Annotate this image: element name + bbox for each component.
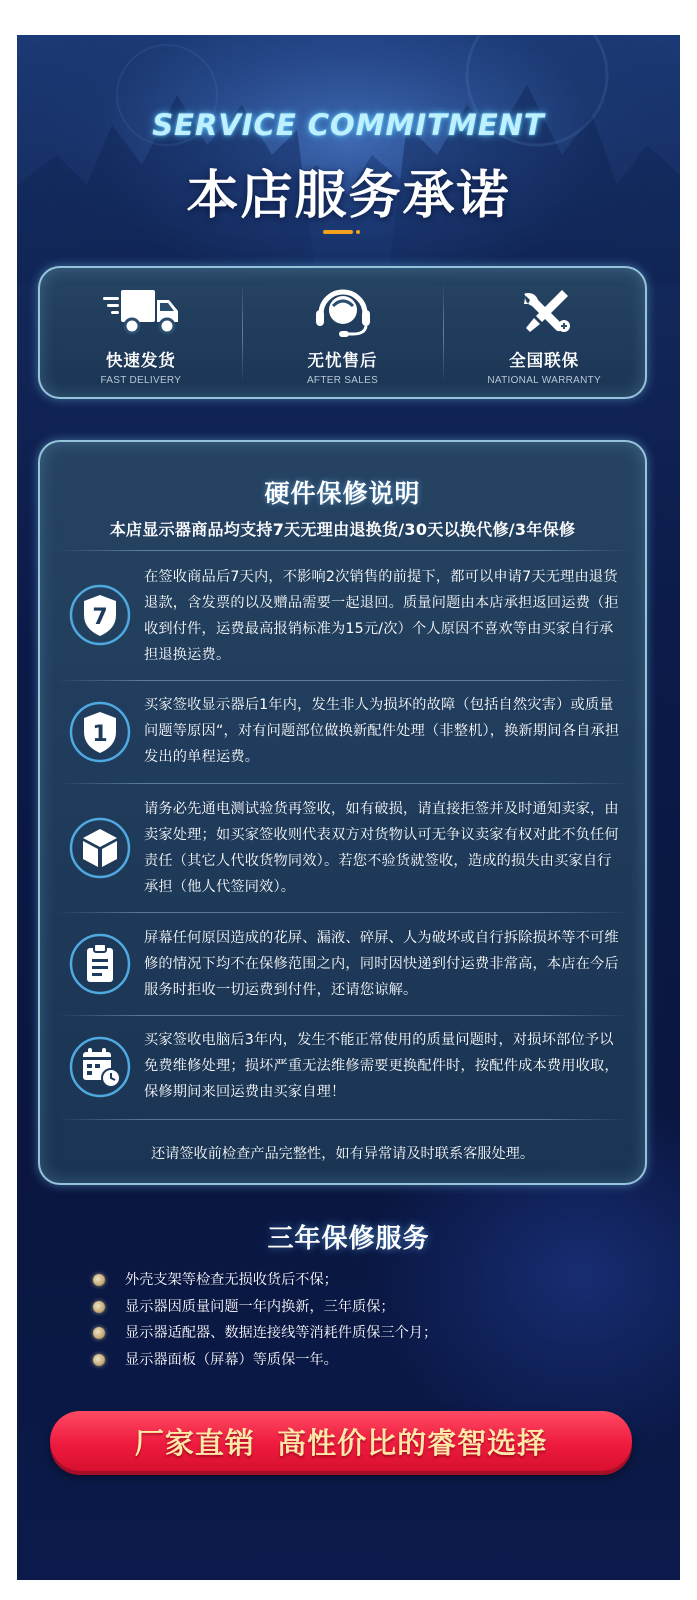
page-title-english: SERVICE COMMITMENT	[152, 108, 545, 142]
feature-national-warranty	[443, 268, 645, 397]
divider	[56, 550, 629, 551]
warranty-item-text: 请务必先通电测试验货再签收，如有破损，请直接拒签并及时通知卖家，由卖家处理；如买家签收则代表双方对货物认可无争议卖家有权对此不负任何责任（其它人代收货物同效）。若您不验货就签收，造成的损失由买家自行承担（他人代签同效）。	[144, 801, 619, 895]
list-item	[93, 1267, 437, 1294]
promo-banner	[50, 1411, 632, 1471]
list-item	[93, 1294, 437, 1321]
warranty-item-inspection	[56, 783, 629, 912]
service-item-text: 外壳支架等检查无损收货后不保；	[125, 1272, 338, 1288]
feature-fast-delivery	[40, 268, 242, 397]
warranty-item-3-year-repair	[56, 1015, 629, 1119]
feature-title: 全国联保	[509, 351, 580, 370]
feature-title: 无忧售后	[307, 351, 378, 370]
warranty-item-7-day-return	[56, 550, 629, 680]
feature-subtitle: AFTER SALES	[306, 375, 379, 386]
divider	[56, 1015, 629, 1016]
list-item	[93, 1347, 437, 1374]
warranty-note-divider	[56, 1119, 629, 1120]
title-underline-dot	[356, 230, 360, 234]
service-poster	[17, 35, 680, 1580]
warranty-item-text: 买家签收显示器后1年内，发生非人为损坏的故障（包括自然灾害）或质量问题等原因“，对有问题部位做换新配件处理（非整机），换新期间各自承担发出的单程运费。	[144, 697, 620, 765]
feature-title: 快速发货	[105, 351, 176, 370]
bullet-icon	[93, 1274, 105, 1286]
headset-support-icon	[303, 284, 383, 338]
service-item-text: 显示器面板（屏幕）等质保一年。	[125, 1351, 338, 1368]
bullet-icon	[93, 1327, 105, 1339]
title-underline-dash	[323, 230, 353, 234]
calendar-clock-icon	[68, 1035, 132, 1099]
delivery-truck-icon	[101, 284, 181, 338]
promo-banner-text: 厂家直销 高性价比的睿智选择	[134, 1425, 548, 1460]
service-title: 三年保修服务	[267, 1224, 430, 1254]
list-item	[93, 1320, 437, 1347]
package-box-icon	[68, 816, 132, 880]
warranty-panel	[38, 440, 647, 1185]
divider	[56, 912, 629, 913]
divider	[56, 783, 629, 784]
warranty-item-text: 屏幕任何原因造成的花屏、漏液、碎屏、人为破坏或自行拆除损坏等不可维修的情况下均不在保修范围之内，同时因快递到付运费非常高，本店在今后服务时拒收一切运费到付件，还请您谅解。	[144, 930, 619, 998]
feature-subtitle: FAST DELIVERY	[100, 375, 182, 386]
service-item-text: 显示器适配器、数据连接线等消耗件质保三个月；	[125, 1325, 438, 1341]
warranty-title: 硬件保修说明	[264, 479, 421, 508]
warranty-item-text: 买家签收电脑后3年内，发生不能正常使用的质量问题时，对损坏部位予以免费维修处理；损坏严重无法维修需要更换配件时，按配件成本费用收取，保修期间来回运费由买家自理！	[144, 1032, 619, 1100]
shield-1-icon	[68, 700, 132, 764]
warranty-item-text: 在签收商品后7天内，不影响2次销售的前提下，都可以申请7天无理由退货退款，含发票的以及赠品需要一起退回。质量问题由本店承担返回运费（拒收到付件，运费最高报销标准为15元/次）个人原因不喜欢等由买家自行承担退换运费。	[144, 569, 619, 663]
service-item-text: 显示器因质量问题一年内换新，三年质保；	[125, 1298, 395, 1315]
service-list	[93, 1267, 437, 1373]
bullet-icon	[93, 1301, 105, 1313]
warranty-subtitle: 本店显示器商品均支持7天无理由退换货/30天以换代修/3年保修	[109, 520, 576, 539]
svg-text:7: 7	[92, 605, 108, 630]
feature-panel	[38, 266, 647, 399]
clipboard-icon	[68, 932, 132, 996]
warranty-item-1-year-replacement	[56, 680, 629, 783]
warranty-item-exclusions	[56, 912, 629, 1015]
divider	[56, 1119, 629, 1120]
bullet-icon	[93, 1354, 105, 1366]
feature-after-sales	[242, 268, 444, 397]
wrench-screwdriver-icon	[504, 284, 584, 338]
shield-7-icon	[68, 583, 132, 647]
page-title: 本店服务承诺	[186, 166, 511, 226]
divider	[56, 680, 629, 681]
warranty-note: 还请签收前检查产品完整性，如有异常请及时联系客服处理。	[150, 1146, 535, 1162]
feature-subtitle: NATIONAL WARRANTY	[487, 375, 601, 386]
svg-text:1: 1	[92, 722, 108, 747]
